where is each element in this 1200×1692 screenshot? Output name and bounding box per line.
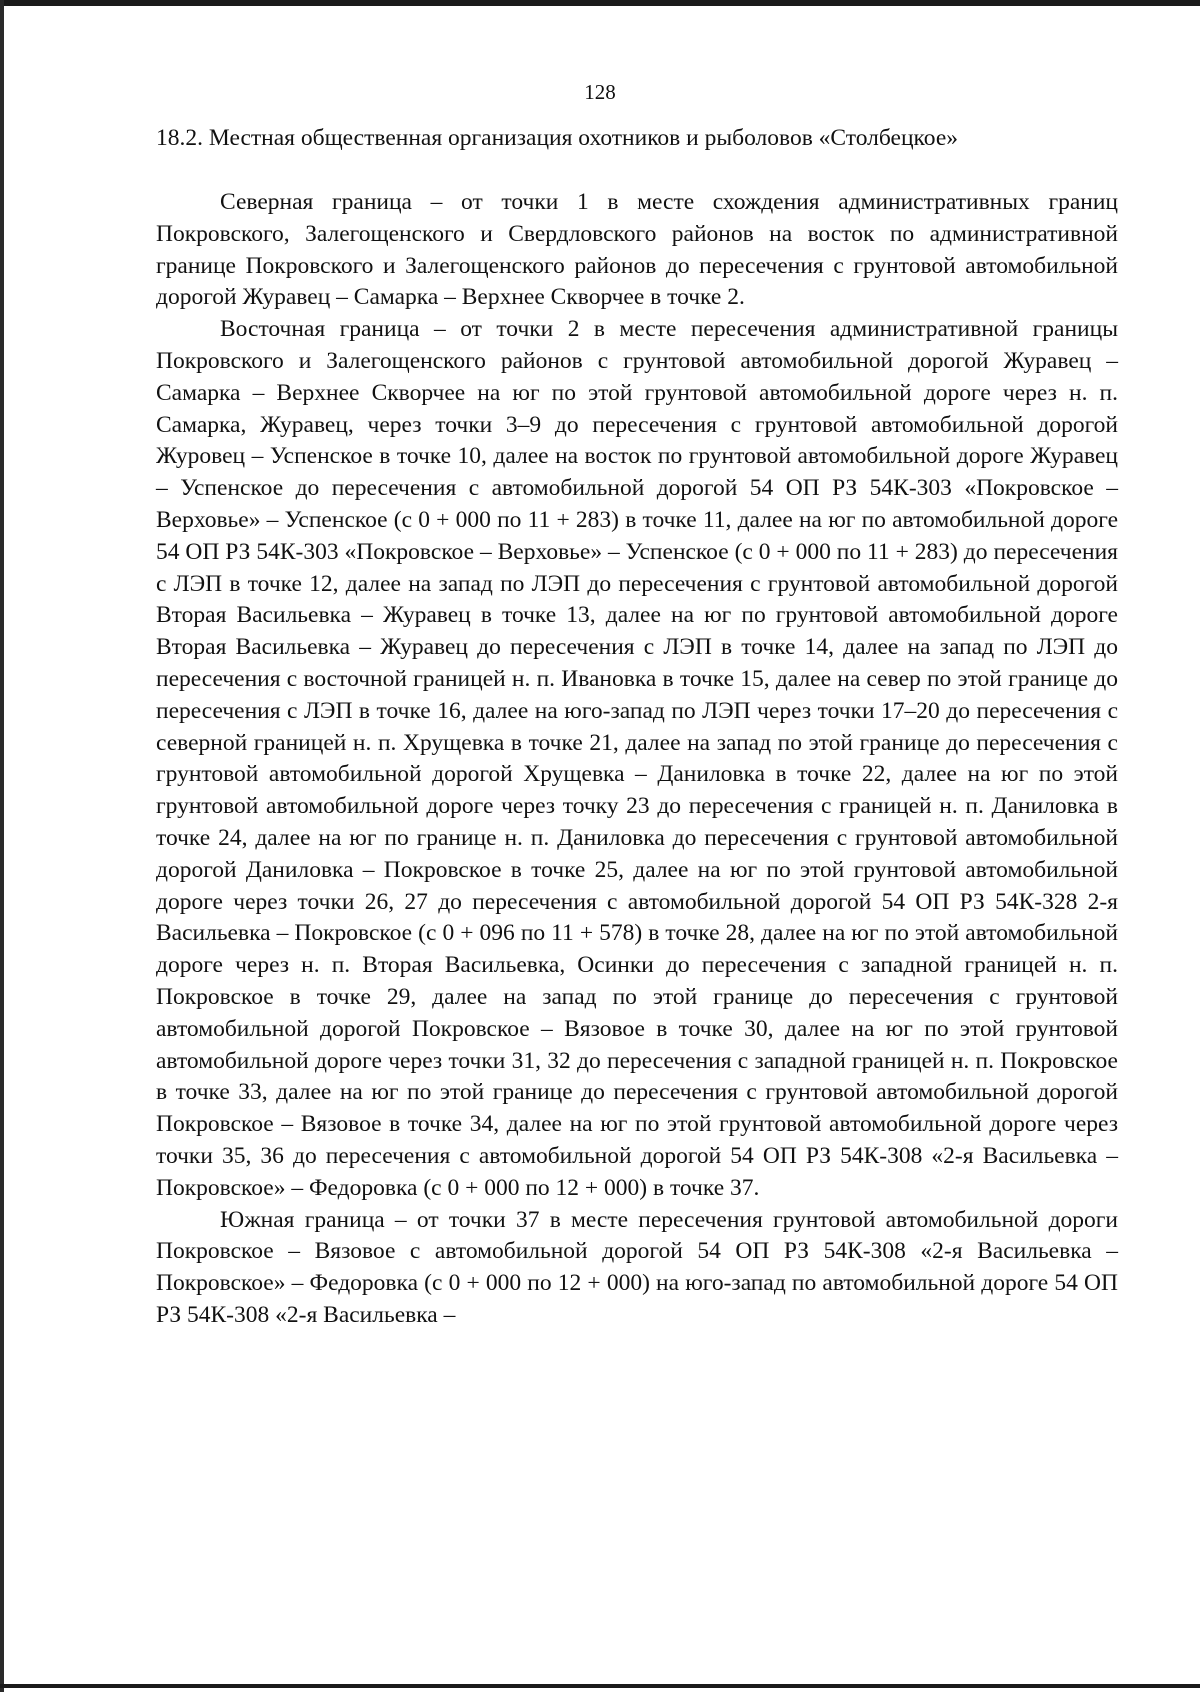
paragraph-east-boundary: Восточная граница – от точки 2 в месте пересечения административной границы Покровского и Залегощенского районов с грунтовой автомобильной дорогой Журавец – Самарка – Верхнее Скворчее на юг по этой грунтовой автомобильной дороге через н. п. Самарка, Журавец, через точки 3–9 до пересечения с грунтовой автомобильной дорогой Журовец – Успенское в точке 10, далее на восток по грунтовой автомобильной дороге Журавец – Успенское до пересечения с автомобильной дорогой 54 ОП РЗ 54К-303 «Покровское – Верховье» – Успенское (с 0 + 000 по 11 + 283) в точке 11, далее на юг по автомобильной дороге 54 ОП РЗ 54К-303 «Покровское – Верховье» – Успенское (с 0 + 000 по 11 + 283) до пересечения с ЛЭП в точке 12, далее на запад по ЛЭП до пересечения с грунтовой автомобильной дорогой Вторая Васильевка – Журавец в точке 13, далее на юг по грунтовой автомобильной дороге Вторая Васильевка – Журавец до пересечения с ЛЭП в точке 14, далее на запад по ЛЭП до пересечения с восточной границей н. п. Ивановка в точке 15, далее на север по этой границе до пересечения с ЛЭП в точке 16, далее на юго-запад по ЛЭП через точки 17–20 до пересечения с северной границей н. п. Хрущевка в точке 21, далее на запад по этой границе до пересечения с грунтовой автомобильной дорогой Хрущевка – Даниловка в точке 22, далее на юг по этой грунтовой автомобильной дороге через точку 23 до пересечения с границей н. п. Даниловка в точке 24, далее на юг по границе н. п. Даниловка до пересечения с грунтовой автомобильной дорогой Даниловка – Покровское в точке 25, далее на юг по этой грунтовой автомобильной дороге через точки 26, 27 до пересечения с автомобильной дорогой 54 ОП РЗ 54К-328 2-я Васильевка – Покровское (с 0 + 096 по 11 + 578) в точке 28, далее на юг по этой автомобильной дороге через н. п. Вторая Васильевка, Осинки до пересечения с западной границей н. п. Покровское в точке 29, далее на запад по этой границе до пересечения с грунтовой автомобильной дорогой Покровское – Вязовое в точке 30, далее на юг по этой грунтовой автомобильной дороге через точки 31, 32 до пересечения с западной границей н. п. Покровское в точке 33, далее на юг по этой границе до пересечения с грунтовой автомобильной дорогой Покровское – Вязовое в точке 34, далее на юг по этой грунтовой автомобильной дороге через точки 35, 36 до пересечения с автомобильной дорогой 54 ОП РЗ 54К-308 «2-я Васильевка – Покровское» – Федоровка (с 0 + 000 по 12 + 000) в точке 37. (156, 316, 1118, 1201)
scan-edge-top (0, 0, 1200, 6)
document-body (156, 187, 1118, 1332)
section-title: 18.2. Местная общественная организация охотников и рыболовов «Столбецкое» (156, 125, 958, 151)
scan-edge-bottom (0, 1684, 1200, 1688)
scan-edge-left (0, 0, 4, 1692)
paragraph-south-boundary: Южная граница – от точки 37 в месте пересечения грунтовой автомобильной дороги Покровское – Вязовое с автомобильной дорогой 54 ОП РЗ 54К-308 «2-я Васильевка – Покровское» – Федоровка (с 0 + 000 по 12 + 000) на юго-запад по автомобильной дороге 54 ОП РЗ 54К-308 «2-я Васильевка – (156, 1206, 1118, 1328)
paragraph-north-boundary: Северная граница – от точки 1 в месте схождения административных границ Покровского, Залегощенского и Свердловского районов на восток по административной границе Покровского и Залегощенского районов до пересечения с грунтовой автомобильной дорогой Журавец – Самарка – Верхнее Скворчее в точке 2. (156, 189, 1118, 311)
page-number: 128 (584, 80, 616, 104)
